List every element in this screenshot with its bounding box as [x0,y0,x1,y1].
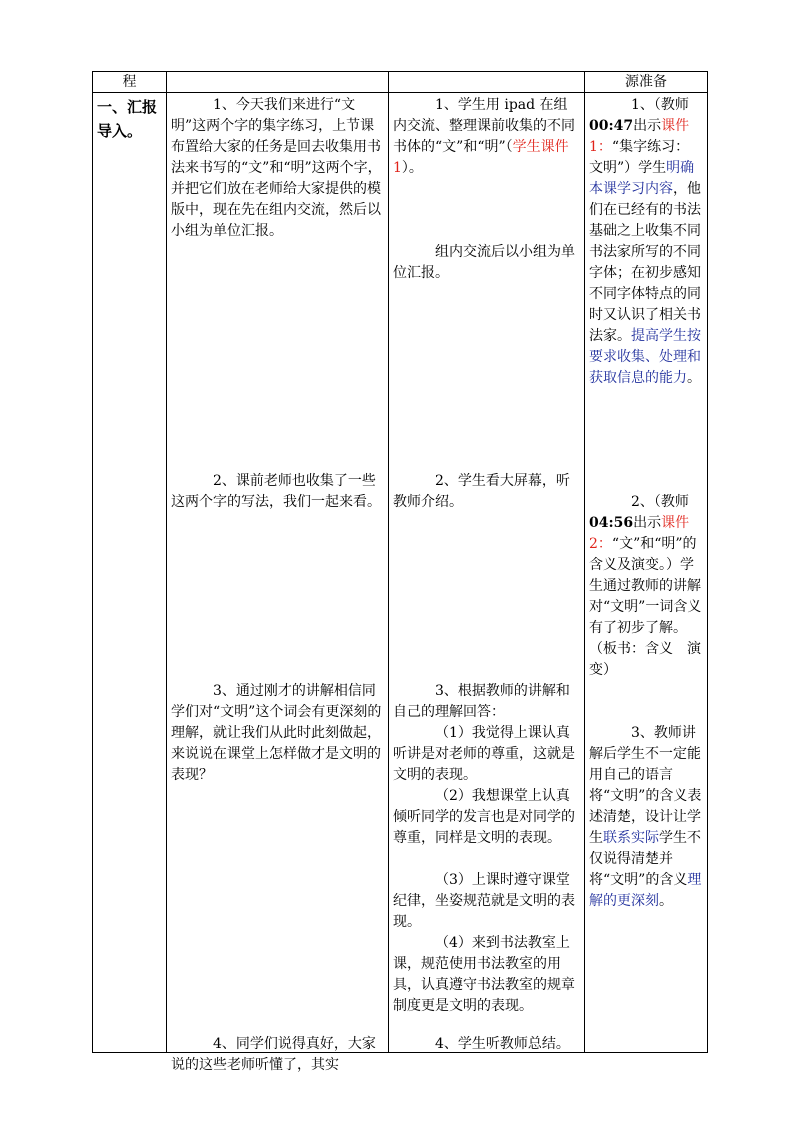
resource-1-detail: ，他们在已经有的书法基础之上收集不同书法家所写的不同字体；在初步感知不同字体特点的同时又认识了相关书法家。 [589,181,701,344]
resource-2-text: 2、（教师 [631,494,689,510]
teacher-activity-4: 4、同学们说得真好，大家说的这些老师听懂了，其实 [171,1036,376,1073]
resource-1-text: 1、（教师 [631,97,689,113]
student-answer-1: （1）我觉得上课认真听讲是对老师的尊重，这就是文明的表现。 [393,725,575,783]
student-cell [389,93,585,1053]
header-process: 程 [93,72,167,93]
header-teacher [167,72,389,93]
teacher-activity-2: 2、课前老师也收集了一些这两个字的写法，我们一起来看。 [171,473,381,510]
stage-label: 一、汇报导入。 [97,98,158,140]
teacher-cell [167,93,389,1073]
student-activity-1-end: ）。 [401,160,423,176]
resource-2-courseware: 课件2： [589,515,690,552]
resource-note-3 [589,723,703,912]
resource-3-link: 联系实际 [603,830,659,846]
header-student [389,72,585,93]
resource-2-time: 04:56 [589,515,634,531]
student-courseware-1: 学生课件 1 [393,139,569,176]
resource-note-2 [589,492,703,681]
teacher-activity-1: 1、今天我们来进行“文明”这两个字的集字练习，上节课布置给大家的任务是回去收集用书法来书写的“文”和“明”这两个字，并把它们放在老师给大家提供的模版中，现在先在组内交流，然后以小组为单位汇报。 [171,97,382,239]
resource-1-time: 00:47 [589,118,634,134]
student-activity-4: 4、学生听教师总结。 [435,1036,570,1052]
header-row [93,72,708,93]
student-activity-3: 3、根据教师的讲解和自己的理解回答： [393,683,570,720]
resource-2-show: 出示 [633,515,662,531]
teacher-activity-3: 3、通过刚才的讲解相信同学们对“文明”这个词会有更深刻的理解，就让我们从此时此刻做起，来说说在课堂上怎样做才是文明的表现？ [171,683,382,783]
resource-cell [585,93,708,1053]
resource-1-ability: 提高学生按要求收集、处理和获取信息的能力 [589,328,701,386]
resource-2-desc: “文”和“明”的含义及演变。）学生通过教师的讲解对“文明”一词含义有了初步了解。（板书：含义 演变） [589,536,702,678]
stage-row [93,93,708,1053]
resource-3-text: 3、教师讲解后学生不一定能用自己的语言将“文明”的含义表述清楚，设计让学生 [589,725,702,846]
student-activity-2: 2、学生看大屏幕，听教师介绍。 [393,473,570,510]
student-activity-1-report: 组内交流后以小组为单位汇报。 [393,244,575,281]
resource-note-1 [589,95,703,389]
resource-3-deeper: 理解的更深刻 [589,872,702,909]
resource-1-end: 。 [687,370,701,386]
stage-cell [93,93,167,1053]
header-resources: 源准备 [585,72,708,93]
resource-3-end: 。 [659,893,673,909]
student-activity-1-text: 1、学生用 ipad 在组内交流、整理课前收集的不同书体的“文”和“明”（ [393,97,575,155]
student-answer-2: （2）我想课堂上认真倾听同学的发言也是对同学的尊重，同样是文明的表现。 [393,788,575,846]
resource-1-show: 出示 [633,118,662,134]
lesson-plan-table [92,71,708,1073]
student-activity-1 [393,95,580,179]
student-answer-3: （3）上课时遵守课堂纪律，坐姿规范就是文明的表现。 [393,872,575,930]
resource-1-desc: “集字练习：文明”）学生 [589,139,690,176]
student-answer-4: （4）来到书法教室上课，规范使用书法教室的用具，认真遵守书法教室的规章制度更是文明的表现。 [393,935,575,1014]
resource-3-detail: 学生不仅说得清楚并将“文明”的含义 [589,830,701,888]
resource-1-courseware: 课件1： [589,118,690,155]
resource-1-goal: 明确本课学习内容 [589,160,695,197]
